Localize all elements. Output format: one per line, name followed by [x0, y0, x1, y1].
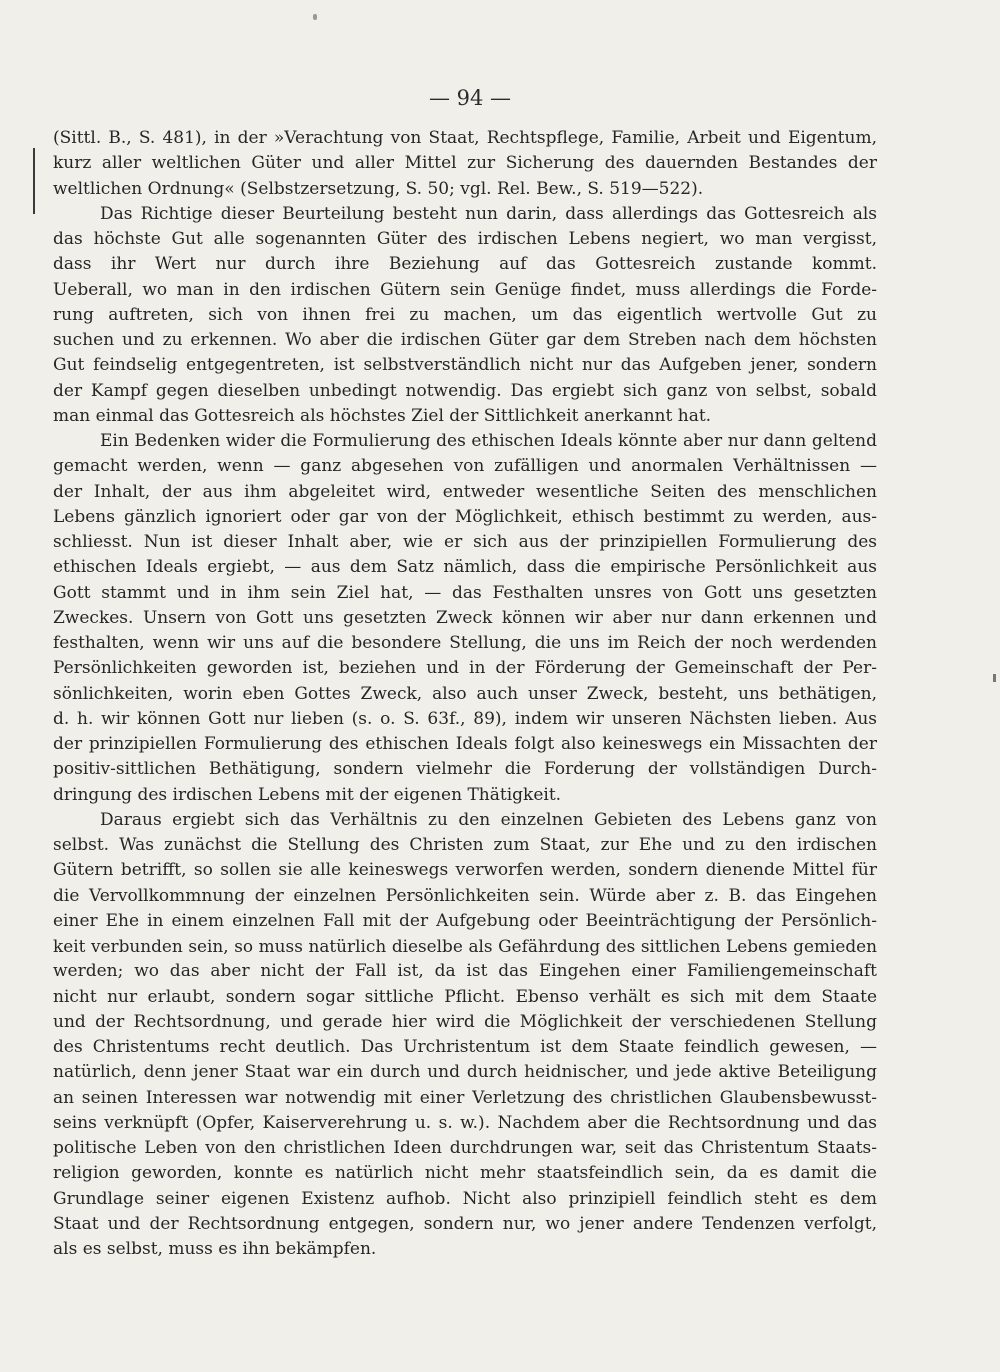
text-line: religion geworden, konnte es natürlich nicht mehr staatsfeindlich sein, da es damit die: [53, 1163, 877, 1184]
text-line: Gütern betrifft, so sollen sie alle keineswegs verworfen werden, sondern dienende Mittel für: [53, 860, 877, 881]
margin-mark: [33, 148, 35, 214]
text-line: Gott stammt und in ihm sein Ziel hat, — das Festhalten unsres von Gott uns gesetzten: [53, 582, 877, 603]
text-line: schliesst. Nun ist dieser Inhalt aber, wie er sich aus der prinzipiellen Formulierung des: [53, 532, 877, 552]
text-line: gemacht werden, wenn — ganz abgesehen von zufälligen und anormalen Verhältnissen —: [53, 456, 877, 477]
text-line: selbst. Was zunächst die Stellung des Christen zum Staat, zur Ehe und zu den irdischen: [53, 835, 877, 855]
text-line: das höchste Gut alle sogenannten Güter des irdischen Lebens negiert, wo man vergisst,: [53, 229, 877, 249]
page-number: — 94 —: [428, 86, 512, 110]
text-line: dringung des irdischen Lebens mit der eigenen Thätigkeit.: [53, 784, 562, 805]
text-line: Staat und der Rechtsordnung entgegen, sondern nur, wo jener andere Tendenzen verfolgt,: [53, 1213, 877, 1234]
text-line: man einmal das Gottesreich als höchstes Ziel der Sittlichkeit anerkannt hat.: [53, 405, 712, 426]
text-line: keit verbunden sein, so muss natürlich dieselbe als Gefährdung des sittlichen Lebens gemieden: [53, 936, 877, 956]
text-line: politische Leben von den christlichen Ideen durchdrungen war, seit das Christentum Staats-: [53, 1138, 877, 1158]
body-text: [53, 126, 877, 1262]
text-line: als es selbst, muss es ihn bekämpfen.: [53, 1239, 377, 1259]
text-line: Zweckes. Unsern von Gott uns gesetzten Zweck können wir aber nur dann erkennen und: [53, 607, 877, 628]
text-line: werden; wo das aber nicht der Fall ist, da ist das Eingehen einer Familiengemeinschaft: [53, 961, 877, 982]
text-line: an seinen Interessen war notwendig mit einer Verletzung des christlichen Glaubensbewusst-: [53, 1087, 877, 1108]
text-line: Gut feindselig entgegentreten, ist selbstverständlich nicht nur das Aufgeben jener, sondern: [53, 355, 877, 376]
text-line: (Sittl. B., S. 481), in der »Verachtung von Staat, Rechtspflege, Familie, Arbeit und Eigentum,: [53, 128, 877, 148]
text-line: natürlich, denn jener Staat war ein durch und durch heidnischer, und jede aktive Beteiligung: [53, 1062, 877, 1083]
text-line: d. h. wir können Gott nur lieben (s. o. S. 63f., 89), indem wir unseren Nächsten lieben. Aus: [53, 708, 877, 729]
text-line: Daraus ergiebt sich das Verhältnis zu den einzelnen Gebieten des Lebens ganz von: [100, 809, 877, 830]
text-line: Lebens gänzlich ignoriert oder gar von der Möglichkeit, ethisch bestimmt zu werden, aus-: [53, 506, 877, 527]
text-line: nicht nur erlaubt, sondern sogar sittliche Pflicht. Ebenso verhält es sich mit dem Staate: [53, 986, 877, 1007]
text-line: Ueberall, wo man in den irdischen Gütern sein Genüge findet, muss allerdings die Forde-: [53, 279, 877, 300]
text-line: Persönlichkeiten geworden ist, beziehen und in der Förderung der Gemeinschaft der Per-: [53, 658, 877, 679]
ink-speck: [313, 14, 317, 20]
text-line: seins verknüpft (Opfer, Kaiserverehrung u. s. w.). Nachdem aber die Rechtsordnung und das: [53, 1112, 877, 1133]
text-line: Grundlage seiner eigenen Existenz aufhob. Nicht also prinzipiell feindlich steht es dem: [53, 1188, 877, 1209]
text-line: suchen und zu erkennen. Wo aber die irdischen Güter gar dem Streben nach dem höchsten: [53, 330, 877, 350]
text-line: weltlichen Ordnung« (Selbstzersetzung, S. 50; vgl. Rel. Bew., S. 519—522).: [53, 178, 704, 199]
text-line: die Vervollkommnung der einzelnen Persönlichkeiten sein. Würde aber z. B. das Eingehen: [53, 885, 877, 906]
text-line: festhalten, wenn wir uns auf die besondere Stellung, die uns im Reich der noch werdenden: [53, 633, 877, 653]
text-line: positiv-sittlichen Bethätigung, sondern vielmehr die Forderung der vollständigen Durch-: [53, 759, 877, 780]
text-line: ethischen Ideals ergiebt, — aus dem Satz nämlich, dass die empirische Persönlichkeit aus: [53, 557, 877, 578]
text-line: Ein Bedenken wider die Formulierung des ethischen Ideals könnte aber nur dann geltend: [100, 431, 877, 451]
text-line: der prinzipiellen Formulierung des ethischen Ideals folgt also keineswegs ein Missachten der: [53, 734, 877, 754]
text-line: sönlichkeiten, worin eben Gottes Zweck, also auch unser Zweck, besteht, uns bethätigen,: [53, 683, 877, 704]
text-line: des Christentums recht deutlich. Das Urchristentum ist dem Staate feindlich gewesen, —: [53, 1037, 877, 1057]
margin-speck: [993, 674, 996, 682]
text-line: der Inhalt, der aus ihm abgeleitet wird, entweder wesentliche Seiten des menschlichen: [53, 481, 877, 502]
text-line: der Kampf gegen dieselben unbedingt notwendig. Das ergiebt sich ganz von selbst, sobald: [53, 380, 877, 401]
text-line: Das Richtige dieser Beurteilung besteht nun darin, dass allerdings das Gottesreich als: [100, 203, 877, 224]
text-line: dass ihr Wert nur durch ihre Beziehung auf das Gottesreich zustande kommt.: [53, 254, 877, 275]
text-line: und der Rechtsordnung, und gerade hier wird die Möglichkeit der verschiedenen Stellung: [53, 1011, 877, 1032]
text-line: rung auftreten, sich von ihnen frei zu machen, um das eigentlich wertvolle Gut zu: [53, 304, 877, 325]
text-line: kurz aller weltlichen Güter und aller Mittel zur Sicherung des dauernden Bestandes der: [53, 153, 877, 174]
text-line: einer Ehe in einem einzelnen Fall mit der Aufgebung oder Beeinträchtigung der Persönlich-: [53, 910, 877, 931]
